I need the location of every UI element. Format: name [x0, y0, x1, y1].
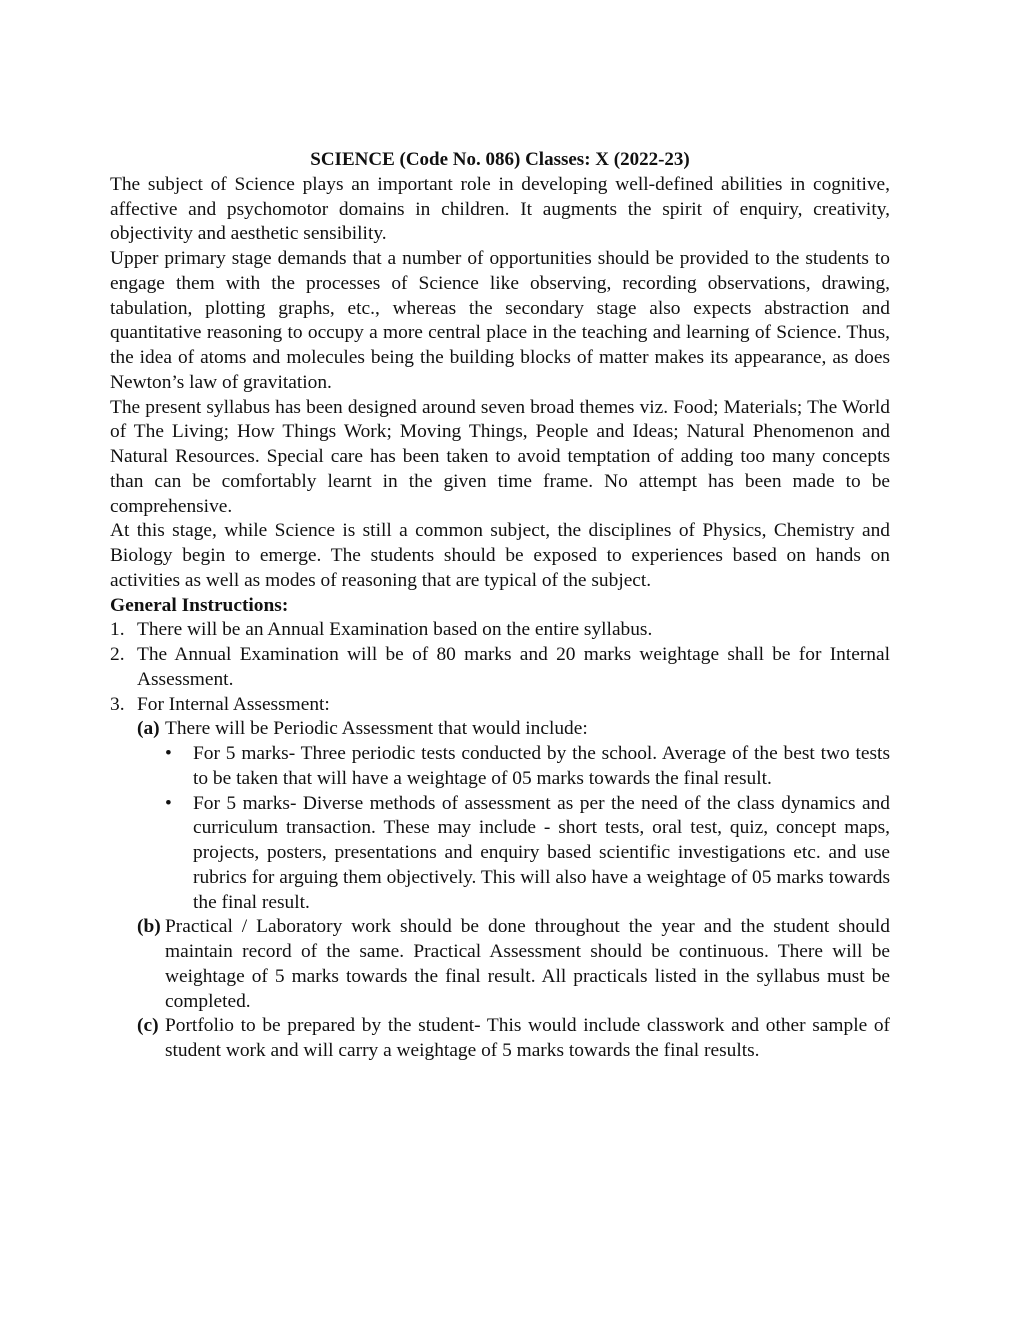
bullet-icon: • — [165, 743, 172, 764]
subitem-label: (a) — [137, 718, 160, 740]
instructions-list — [110, 618, 890, 1064]
instruction-item — [110, 693, 890, 718]
bullet-text: For 5 marks- Three periodic tests conducted by the school. Average of the best two tests to be taken that will have a weightage of 05 marks towards the final result. — [193, 743, 890, 789]
bullet-item — [165, 792, 890, 916]
intro-paragraph: The subject of Science plays an important role in developing well-defined abilities in cognitive, affective and psychomotor domains in children. It augments the spirit of enquiry, creativity, objectivity and aesthetic sensibility. — [110, 173, 890, 245]
instruction-item — [110, 618, 890, 643]
upper-primary-paragraph: Upper primary stage demands that a number of opportunities should be provided to the students to engage them with the processes of Science like observing, recording observations, drawing, tabulation, plotting graphs, etc., whereas the secondary stage also expects abstraction and quantitative reasoning to occupy a more central place in the teaching and learning of Science. Thus, the idea of atoms and molecules being the building blocks of matter makes its appearance, as does Newton’s law of gravitation. — [110, 248, 890, 393]
instruction-item — [110, 643, 890, 693]
general-instructions-heading: General Instructions: — [110, 594, 289, 616]
document-title: SCIENCE (Code No. 086) Classes: X (2022-23) — [310, 149, 690, 170]
subitem-a — [137, 717, 890, 742]
instruction-text: There will be an Annual Examination based on the entire syllabus. — [137, 619, 653, 641]
instruction-text: The Annual Examination will be of 80 marks and 20 marks weightage shall be for Internal Assessment. — [137, 644, 890, 690]
subitem-text: There will be Periodic Assessment that would include: — [165, 718, 588, 740]
bullet-item — [165, 742, 890, 792]
syllabus-themes-paragraph: The present syllabus has been designed around seven broad themes viz. Food; Materials; The World of The Living; How Things Work; Moving Things, People and Ideas; Natural Phenomenon and Natural Resources. Special care has been taken to avoid temptation of adding too many concepts than can be comfortably learnt in the given time frame. No attempt has been made to be comprehensive. — [110, 396, 890, 517]
internal-assessment-subitems — [137, 717, 890, 1064]
periodic-assessment-bullets — [165, 742, 890, 915]
instruction-number: 1. — [110, 619, 125, 641]
bullet-icon: • — [165, 792, 172, 814]
subitem-b — [137, 915, 890, 1014]
instruction-number: 2. — [110, 644, 125, 665]
document-page — [110, 148, 890, 1064]
subitem-label: (b) — [137, 916, 161, 938]
subitem-c — [137, 1014, 890, 1064]
subitem-label: (c) — [137, 1015, 159, 1037]
disciplines-paragraph: At this stage, while Science is still a common subject, the disciplines of Physics, Chemistry and Biology begin to emerge. The students should be exposed to experiences based on hands on activities as well as modes of reasoning that are typical of the subject. — [110, 520, 890, 591]
bullet-text: For 5 marks- Diverse methods of assessment as per the need of the class dynamics and curriculum transaction. These may include - short tests, oral test, quiz, concept maps, projects, posters, presentations and enquiry based scientific investigations etc. and use rubrics for arguing them objectively. This will also have a weightage of 05 marks towards the final result. — [193, 792, 890, 913]
subitem-text: Portfolio to be prepared by the student- This would include classwork and other sample of student work and will carry a weightage of 5 marks towards the final results. — [165, 1015, 890, 1061]
subitem-text: Practical / Laboratory work should be done throughout the year and the student should maintain record of the same. Practical Assessment should be continuous. There will be weightage of 5 marks towards the final result. All practicals listed in the syllabus must be completed. — [165, 916, 890, 1012]
instruction-number: 3. — [110, 693, 125, 715]
instruction-text: For Internal Assessment: — [137, 693, 330, 715]
